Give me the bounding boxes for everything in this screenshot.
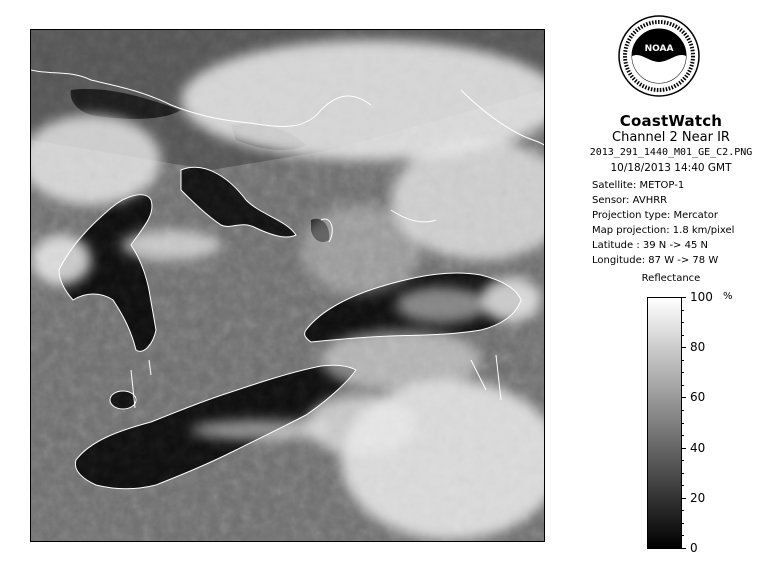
colorbar-tick	[681, 548, 686, 549]
colorbar-tick	[681, 423, 684, 424]
colorbar-tick	[681, 460, 684, 461]
channel-label: Channel 2 Near IR	[612, 130, 730, 145]
colorbar-tick	[681, 335, 684, 336]
filename: 2013_291_1440_M01_GE_C2.PNG	[589, 147, 753, 158]
latitude-range: Latitude : 39 N -> 45 N	[592, 240, 708, 251]
colorbar-tick	[681, 510, 684, 511]
colorbar-tick	[681, 322, 684, 323]
colorbar-tick-label: 100	[690, 290, 713, 304]
colorbar-tick	[681, 397, 686, 398]
noaa-logo	[617, 14, 701, 98]
colorbar-tick-label: 60	[690, 390, 706, 404]
colorbar-tick	[681, 473, 684, 474]
sensor-info: Sensor: AVHRR	[592, 195, 668, 206]
longitude-range: Longitude: 87 W -> 78 W	[592, 255, 719, 266]
scale-title: Reflectance	[641, 273, 701, 284]
colorbar-tick	[681, 372, 684, 373]
satellite-image	[30, 29, 545, 542]
colorbar-tick	[681, 435, 684, 436]
colorbar-tick	[681, 347, 686, 348]
colorbar-tick	[681, 535, 684, 536]
projection-type: Projection type: Mercator	[592, 210, 718, 221]
colorbar-tick	[681, 385, 684, 386]
colorbar-tick	[681, 498, 686, 499]
colorbar-tick-label: 80	[690, 340, 706, 354]
map-projection: Map projection: 1.8 km/pixel	[592, 225, 735, 236]
colorbar-tick-label: 20	[690, 491, 706, 505]
colorbar-tick	[681, 448, 686, 449]
reflectance-colorbar	[647, 297, 682, 549]
brand-title: CoastWatch	[619, 112, 723, 130]
colorbar-tick	[681, 523, 684, 524]
datetime: 10/18/2013 14:40 GMT	[610, 162, 732, 174]
noaa-logo-text: NOAA	[644, 44, 674, 54]
satellite-info: Satellite: METOP-1	[592, 180, 685, 191]
colorbar-tick	[681, 297, 686, 298]
scale-unit: %	[723, 291, 733, 302]
colorbar-tick	[681, 485, 684, 486]
colorbar-tick	[681, 310, 684, 311]
colorbar-tick	[681, 360, 684, 361]
colorbar-tick	[681, 410, 684, 411]
colorbar-tick-label: 40	[690, 441, 706, 455]
colorbar-tick-label: 0	[690, 541, 698, 555]
